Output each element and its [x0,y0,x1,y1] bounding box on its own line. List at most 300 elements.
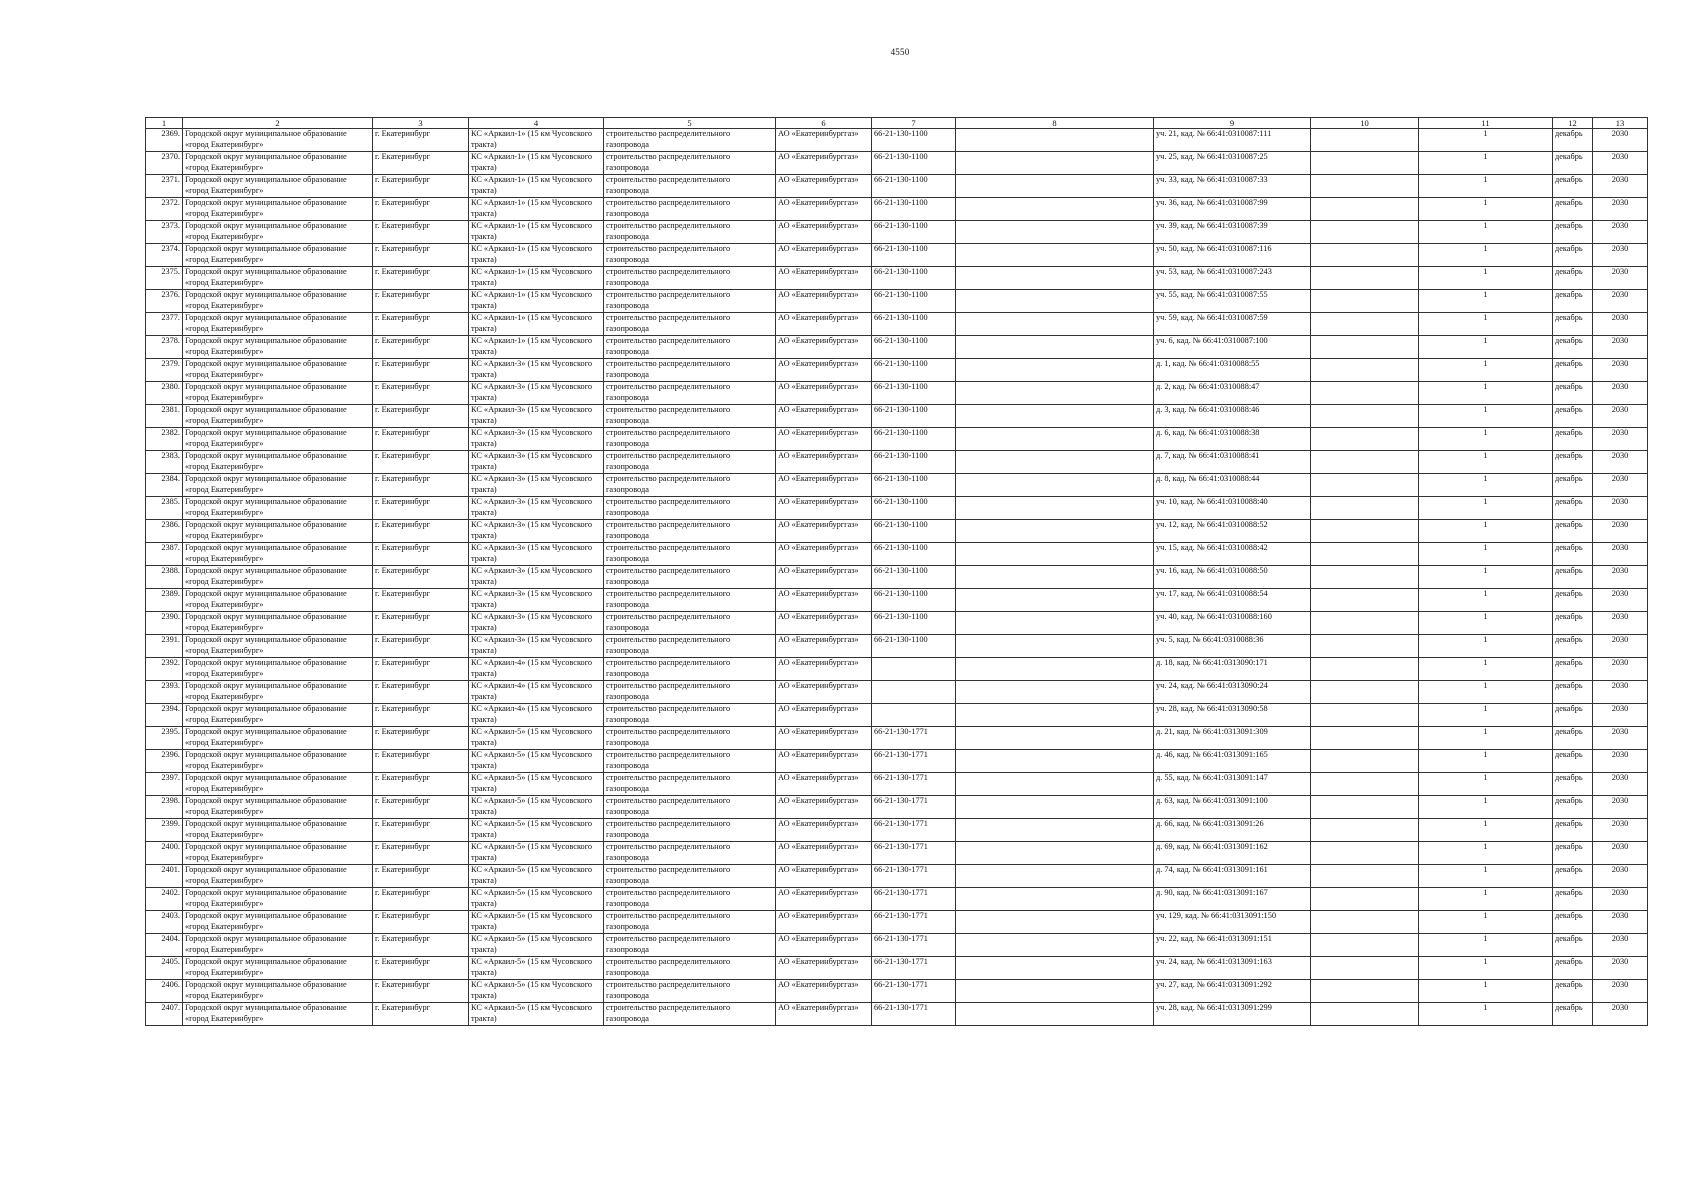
year-cell: 2030 [1593,796,1648,819]
column-10-cell [1311,474,1419,497]
object-cell-text: КС «Аркаил-4» (15 км Чусовского тракта) [471,704,593,724]
organization-cell: АО «Екатеринбурггаз» [776,474,872,497]
table-row [146,658,1648,681]
purpose-cell-text: строительство распределительного газопровода [606,589,731,609]
column-10-cell [1311,543,1419,566]
column-8-cell [956,336,1154,359]
purpose-cell [604,520,776,543]
code-cell: 66-21-130-1100 [872,520,956,543]
purpose-cell [604,612,776,635]
organization-cell: АО «Екатеринбурггаз» [776,313,872,336]
code-cell: 66-21-130-1100 [872,497,956,520]
purpose-cell [604,244,776,267]
row-number: 2373. [146,221,183,244]
city-cell: г. Екатеринбург [373,1003,469,1026]
code-cell [872,704,956,727]
table-row [146,382,1648,405]
cadastral-plot-cell: уч. 10, кад. № 66:41:0310088:40 [1154,497,1311,520]
code-cell: 66-21-130-1771 [872,842,956,865]
object-cell-text: КС «Аркаил-1» (15 км Чусовского тракта) [471,267,593,287]
year-cell: 2030 [1593,221,1648,244]
code-cell: 66-21-130-1100 [872,428,956,451]
column-header: 12 [1553,118,1593,129]
owner-cell [183,796,373,819]
owner-cell-text: Городской округ муниципальное образование «город Екатеринбург» [185,543,347,563]
cadastral-plot-cell: уч. 28, кад. № 66:41:0313090:58 [1154,704,1311,727]
purpose-cell [604,773,776,796]
city-cell: г. Екатеринбург [373,681,469,704]
table-row [146,290,1648,313]
cadastral-plot-cell: уч. 12, кад. № 66:41:0310088:52 [1154,520,1311,543]
purpose-cell [604,474,776,497]
year-cell: 2030 [1593,428,1648,451]
row-number: 2374. [146,244,183,267]
column-8-cell [956,750,1154,773]
column-8-cell [956,727,1154,750]
owner-cell-text: Городской округ муниципальное образование «город Екатеринбург» [185,635,347,655]
quantity-cell: 1 [1419,750,1553,773]
quantity-cell: 1 [1419,175,1553,198]
purpose-cell [604,888,776,911]
organization-cell: АО «Екатеринбурггаз» [776,796,872,819]
column-10-cell [1311,773,1419,796]
purpose-cell-text: строительство распределительного газопровода [606,796,731,816]
code-cell: 66-21-130-1100 [872,382,956,405]
city-cell: г. Екатеринбург [373,267,469,290]
owner-cell-text: Городской округ муниципальное образование «город Екатеринбург» [185,405,347,425]
purpose-cell-text: строительство распределительного газопровода [606,819,731,839]
column-8-cell [956,152,1154,175]
row-number: 2378. [146,336,183,359]
month-cell: декабрь [1553,727,1593,750]
table-row [146,543,1648,566]
column-10-cell [1311,451,1419,474]
cadastral-plot-cell: уч. 33, кад. № 66:41:0310087:33 [1154,175,1311,198]
object-cell-text: КС «Аркаил-3» (15 км Чусовского тракта) [471,497,593,517]
row-number: 2399. [146,819,183,842]
owner-cell [183,635,373,658]
year-cell: 2030 [1593,911,1648,934]
year-cell: 2030 [1593,543,1648,566]
month-cell: декабрь [1553,497,1593,520]
year-cell: 2030 [1593,635,1648,658]
row-number: 2406. [146,980,183,1003]
row-number: 2390. [146,612,183,635]
purpose-cell [604,497,776,520]
column-header: 7 [872,118,956,129]
organization-cell: АО «Екатеринбурггаз» [776,198,872,221]
quantity-cell: 1 [1419,129,1553,152]
city-cell: г. Екатеринбург [373,290,469,313]
table-row [146,405,1648,428]
purpose-cell-text: строительство распределительного газопровода [606,520,731,540]
purpose-cell [604,359,776,382]
column-10-cell [1311,290,1419,313]
year-cell: 2030 [1593,244,1648,267]
object-cell [469,957,604,980]
column-10-cell [1311,911,1419,934]
code-cell: 66-21-130-1100 [872,635,956,658]
cadastral-plot-cell: д. 3, кад. № 66:41:0310088:46 [1154,405,1311,428]
city-cell: г. Екатеринбург [373,198,469,221]
quantity-cell: 1 [1419,773,1553,796]
owner-cell [183,405,373,428]
object-cell [469,313,604,336]
column-10-cell [1311,819,1419,842]
purpose-cell-text: строительство распределительного газопровода [606,497,731,517]
quantity-cell: 1 [1419,543,1553,566]
column-10-cell [1311,221,1419,244]
object-cell [469,888,604,911]
object-cell [469,612,604,635]
object-cell-text: КС «Аркаил-5» (15 км Чусовского тракта) [471,957,593,977]
quantity-cell: 1 [1419,451,1553,474]
quantity-cell: 1 [1419,589,1553,612]
column-10-cell [1311,520,1419,543]
purpose-cell [604,405,776,428]
purpose-cell [604,727,776,750]
owner-cell-text: Городской округ муниципальное образование «город Екатеринбург» [185,980,347,1000]
table-body [146,129,1648,1026]
year-cell: 2030 [1593,267,1648,290]
object-cell-text: КС «Аркаил-4» (15 км Чусовского тракта) [471,658,593,678]
year-cell: 2030 [1593,474,1648,497]
owner-cell-text: Городской округ муниципальное образование «город Екатеринбург» [185,129,347,149]
column-10-cell [1311,175,1419,198]
purpose-cell-text: строительство распределительного газопровода [606,543,731,563]
owner-cell [183,543,373,566]
purpose-cell [604,198,776,221]
owner-cell-text: Городской округ муниципальное образование «город Екатеринбург» [185,796,347,816]
object-cell [469,451,604,474]
object-cell-text: КС «Аркаил-4» (15 км Чусовского тракта) [471,681,593,701]
row-number: 2382. [146,428,183,451]
code-cell: 66-21-130-1771 [872,865,956,888]
owner-cell [183,773,373,796]
month-cell: декабрь [1553,980,1593,1003]
column-8-cell [956,382,1154,405]
table-row [146,934,1648,957]
code-cell: 66-21-130-1100 [872,290,956,313]
row-number: 2400. [146,842,183,865]
cadastral-plot-cell: д. 69, кад. № 66:41:0313091:162 [1154,842,1311,865]
purpose-cell-text: строительство распределительного газопровода [606,474,731,494]
object-cell [469,152,604,175]
purpose-cell-text: строительство распределительного газопровода [606,382,731,402]
purpose-cell-text: строительство распределительного газопровода [606,313,731,333]
owner-cell-text: Городской округ муниципальное образование «город Екатеринбург» [185,658,347,678]
cadastral-plot-cell: уч. 6, кад. № 66:41:0310087:100 [1154,336,1311,359]
column-header: 1 [146,118,183,129]
year-cell: 2030 [1593,589,1648,612]
object-cell [469,681,604,704]
table-row [146,704,1648,727]
purpose-cell [604,635,776,658]
row-number: 2381. [146,405,183,428]
column-10-cell [1311,428,1419,451]
table-row [146,1003,1648,1026]
object-cell [469,497,604,520]
table-row [146,750,1648,773]
object-cell-text: КС «Аркаил-3» (15 км Чусовского тракта) [471,635,593,655]
owner-cell [183,911,373,934]
purpose-cell [604,566,776,589]
purpose-cell [604,865,776,888]
cadastral-plot-cell: д. 66, кад. № 66:41:0313091:26 [1154,819,1311,842]
column-10-cell [1311,198,1419,221]
table-row [146,152,1648,175]
column-8-cell [956,796,1154,819]
object-cell-text: КС «Аркаил-1» (15 км Чусовского тракта) [471,244,593,264]
column-8-cell [956,911,1154,934]
month-cell: декабрь [1553,704,1593,727]
table-row [146,980,1648,1003]
year-cell: 2030 [1593,336,1648,359]
owner-cell [183,681,373,704]
quantity-cell: 1 [1419,819,1553,842]
code-cell: 66-21-130-1771 [872,750,956,773]
code-cell [872,681,956,704]
column-10-cell [1311,589,1419,612]
cadastral-plot-cell: д. 6, кад. № 66:41:0310088:38 [1154,428,1311,451]
purpose-cell-text: строительство распределительного газопровода [606,451,731,471]
owner-cell-text: Городской округ муниципальное образование «город Екатеринбург» [185,957,347,977]
year-cell: 2030 [1593,934,1648,957]
organization-cell: АО «Екатеринбурггаз» [776,290,872,313]
owner-cell-text: Городской округ муниципальное образование «город Екатеринбург» [185,382,347,402]
register-table [145,117,1648,1026]
object-cell-text: КС «Аркаил-1» (15 км Чусовского тракта) [471,152,593,172]
organization-cell: АО «Екатеринбурггаз» [776,957,872,980]
column-10-cell [1311,750,1419,773]
owner-cell-text: Городской округ муниципальное образование «город Екатеринбург» [185,773,347,793]
owner-cell [183,313,373,336]
month-cell: декабрь [1553,382,1593,405]
object-cell [469,704,604,727]
purpose-cell [604,267,776,290]
year-cell: 2030 [1593,520,1648,543]
column-8-cell [956,980,1154,1003]
owner-cell [183,175,373,198]
table-row [146,773,1648,796]
row-number: 2391. [146,635,183,658]
column-header: 3 [373,118,469,129]
table-row [146,267,1648,290]
month-cell: декабрь [1553,336,1593,359]
code-cell: 66-21-130-1100 [872,221,956,244]
owner-cell-text: Городской округ муниципальное образование «город Екатеринбург» [185,198,347,218]
column-10-cell [1311,1003,1419,1026]
owner-cell [183,152,373,175]
city-cell: г. Екатеринбург [373,382,469,405]
table-row [146,911,1648,934]
cadastral-plot-cell: уч. 25, кад. № 66:41:0310087:25 [1154,152,1311,175]
column-8-cell [956,543,1154,566]
object-cell [469,727,604,750]
row-number: 2393. [146,681,183,704]
quantity-cell: 1 [1419,727,1553,750]
quantity-cell: 1 [1419,704,1553,727]
object-cell-text: КС «Аркаил-1» (15 км Чусовского тракта) [471,221,593,241]
owner-cell-text: Городской округ муниципальное образование «город Екатеринбург» [185,865,347,885]
object-cell [469,819,604,842]
cadastral-plot-cell: д. 2, кад. № 66:41:0310088:47 [1154,382,1311,405]
owner-cell [183,704,373,727]
owner-cell-text: Городской округ муниципальное образование «город Екатеринбург» [185,612,347,632]
city-cell: г. Екатеринбург [373,888,469,911]
object-cell-text: КС «Аркаил-5» (15 км Чусовского тракта) [471,865,593,885]
city-cell: г. Екатеринбург [373,244,469,267]
code-cell: 66-21-130-1100 [872,566,956,589]
organization-cell: АО «Екатеринбурггаз» [776,451,872,474]
quantity-cell: 1 [1419,267,1553,290]
column-8-cell [956,221,1154,244]
quantity-cell: 1 [1419,635,1553,658]
column-10-cell [1311,336,1419,359]
owner-cell [183,819,373,842]
purpose-cell [604,543,776,566]
object-cell [469,382,604,405]
city-cell: г. Екатеринбург [373,727,469,750]
quantity-cell: 1 [1419,842,1553,865]
month-cell: декабрь [1553,520,1593,543]
city-cell: г. Екатеринбург [373,819,469,842]
row-number: 2369. [146,129,183,152]
owner-cell [183,980,373,1003]
organization-cell: АО «Екатеринбурггаз» [776,612,872,635]
quantity-cell: 1 [1419,934,1553,957]
column-10-cell [1311,497,1419,520]
cadastral-plot-cell: д. 7, кад. № 66:41:0310088:41 [1154,451,1311,474]
owner-cell-text: Городской округ муниципальное образование «город Екатеринбург» [185,336,347,356]
column-8-cell [956,566,1154,589]
organization-cell: АО «Екатеринбурггаз» [776,1003,872,1026]
organization-cell: АО «Екатеринбурггаз» [776,336,872,359]
purpose-cell-text: строительство распределительного газопровода [606,934,731,954]
column-8-cell [956,244,1154,267]
owner-cell-text: Городской округ муниципальное образование «город Екатеринбург» [185,152,347,172]
organization-cell: АО «Екатеринбурггаз» [776,382,872,405]
cadastral-plot-cell: уч. 5, кад. № 66:41:0310088:36 [1154,635,1311,658]
object-cell [469,934,604,957]
table-row [146,474,1648,497]
organization-cell: АО «Екатеринбурггаз» [776,980,872,1003]
city-cell: г. Екатеринбург [373,865,469,888]
cadastral-plot-cell: д. 90, кад. № 66:41:0313091:167 [1154,888,1311,911]
quantity-cell: 1 [1419,796,1553,819]
code-cell: 66-21-130-1100 [872,543,956,566]
code-cell: 66-21-130-1771 [872,819,956,842]
purpose-cell-text: строительство распределительного газопровода [606,221,731,241]
owner-cell [183,474,373,497]
owner-cell [183,221,373,244]
organization-cell: АО «Екатеринбурггаз» [776,819,872,842]
purpose-cell [604,221,776,244]
purpose-cell-text: строительство распределительного газопровода [606,129,731,149]
purpose-cell-text: строительство распределительного газопровода [606,152,731,172]
cadastral-plot-cell: д. 74, кад. № 66:41:0313091:161 [1154,865,1311,888]
city-cell: г. Екатеринбург [373,129,469,152]
purpose-cell-text: строительство распределительного газопровода [606,198,731,218]
table-row [146,589,1648,612]
cadastral-plot-cell: д. 63, кад. № 66:41:0313091:100 [1154,796,1311,819]
month-cell: декабрь [1553,658,1593,681]
row-number: 2395. [146,727,183,750]
column-10-cell [1311,727,1419,750]
column-8-cell [956,842,1154,865]
owner-cell [183,382,373,405]
purpose-cell [604,336,776,359]
code-cell: 66-21-130-1771 [872,888,956,911]
table-row [146,566,1648,589]
purpose-cell [604,980,776,1003]
column-8-cell [956,704,1154,727]
organization-cell: АО «Екатеринбурггаз» [776,566,872,589]
year-cell: 2030 [1593,980,1648,1003]
organization-cell: АО «Екатеринбурггаз» [776,244,872,267]
column-10-cell [1311,980,1419,1003]
owner-cell [183,934,373,957]
column-8-cell [956,658,1154,681]
purpose-cell [604,313,776,336]
quantity-cell: 1 [1419,152,1553,175]
column-10-cell [1311,382,1419,405]
purpose-cell [604,842,776,865]
column-8-cell [956,290,1154,313]
column-10-cell [1311,405,1419,428]
year-cell: 2030 [1593,888,1648,911]
object-cell-text: КС «Аркаил-5» (15 км Чусовского тракта) [471,750,593,770]
row-number: 2398. [146,796,183,819]
month-cell: декабрь [1553,290,1593,313]
year-cell: 2030 [1593,405,1648,428]
month-cell: декабрь [1553,750,1593,773]
object-cell-text: КС «Аркаил-3» (15 км Чусовского тракта) [471,451,593,471]
purpose-cell-text: строительство распределительного газопровода [606,865,731,885]
month-cell: декабрь [1553,934,1593,957]
object-cell [469,336,604,359]
code-cell: 66-21-130-1771 [872,911,956,934]
code-cell: 66-21-130-1100 [872,175,956,198]
column-header: 10 [1311,118,1419,129]
city-cell: г. Екатеринбург [373,658,469,681]
code-cell: 66-21-130-1771 [872,796,956,819]
city-cell: г. Екатеринбург [373,934,469,957]
cadastral-plot-cell: уч. 129, кад. № 66:41:0313091:150 [1154,911,1311,934]
cadastral-plot-cell: уч. 22, кад. № 66:41:0313091:151 [1154,934,1311,957]
organization-cell: АО «Екатеринбурггаз» [776,727,872,750]
organization-cell: АО «Екатеринбурггаз» [776,589,872,612]
object-cell-text: КС «Аркаил-1» (15 км Чусовского тракта) [471,336,593,356]
column-10-cell [1311,566,1419,589]
code-cell: 66-21-130-1771 [872,980,956,1003]
month-cell: декабрь [1553,267,1593,290]
purpose-cell-text: строительство распределительного газопровода [606,244,731,264]
owner-cell-text: Городской округ муниципальное образование «город Екатеринбург» [185,451,347,471]
month-cell: декабрь [1553,244,1593,267]
city-cell: г. Екатеринбург [373,336,469,359]
quantity-cell: 1 [1419,957,1553,980]
column-8-cell [956,520,1154,543]
purpose-cell [604,934,776,957]
purpose-cell [604,658,776,681]
code-cell: 66-21-130-1100 [872,244,956,267]
object-cell-text: КС «Аркаил-5» (15 км Чусовского тракта) [471,842,593,862]
cadastral-plot-cell: уч. 55, кад. № 66:41:0310087:55 [1154,290,1311,313]
object-cell-text: КС «Аркаил-3» (15 км Чусовского тракта) [471,589,593,609]
object-cell [469,175,604,198]
owner-cell-text: Городской округ муниципальное образование «город Екатеринбург» [185,727,347,747]
